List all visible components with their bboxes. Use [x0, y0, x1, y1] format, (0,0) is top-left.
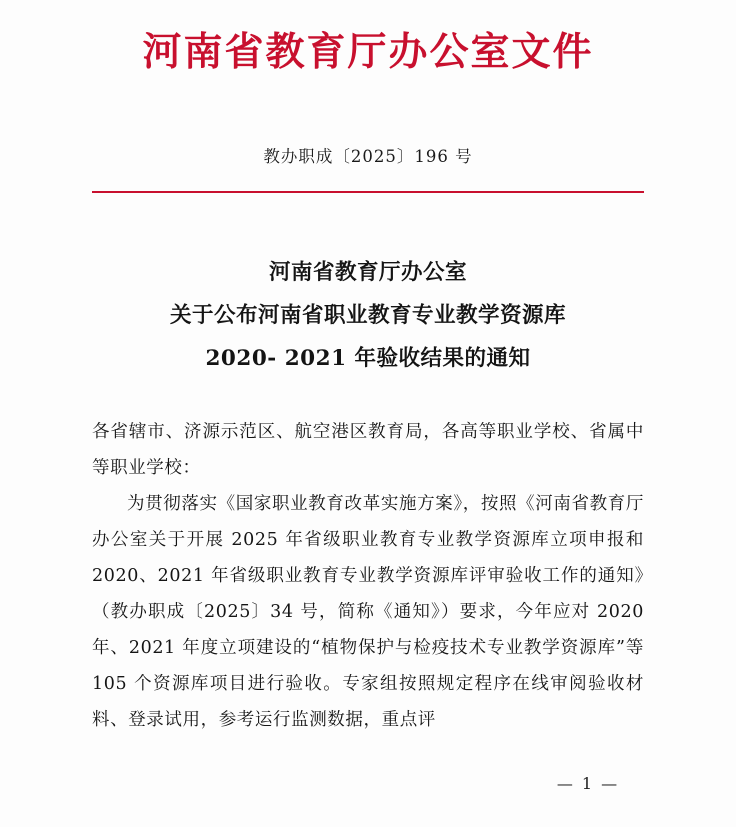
document-body: [92, 414, 644, 738]
document-title: [92, 251, 644, 380]
addressee-line: 各省辖市、济源示范区、航空港区教育局，各高等职业学校、省属中等职业学校：: [92, 421, 644, 478]
title-line-2: 关于公布河南省职业教育专业教学资源库: [169, 302, 566, 328]
page-number-label: — 1 —: [556, 774, 620, 793]
red-divider-rule: [92, 191, 644, 193]
title-line-3: 2020- 2021 年验收结果的通知: [205, 345, 531, 371]
masthead: [92, 0, 644, 77]
masthead-title: 河南省教育厅办公室文件: [142, 29, 594, 75]
body-paragraph-1: 为贯彻落实《国家职业教育改革实施方案》，按照《河南省教育厅办公室关于开展 2025 年省级职业教育专业教学资源库立项申报和 2020、2021 年省级职业教育专业教学资源库评审验收工作的通知》（教办职成〔2025〕34 号，简称《通知》）要求，今年应对 2020 年、2021 年度立项建设的“植物保护与检疫技术专业教学资源库”等 105 个资源库项目进行验收。专家组按照规定程序在线审阅验收材料、登录试用，参考运行监测数据，重点评: [92, 493, 644, 731]
title-line-1: 河南省教育厅办公室: [268, 259, 467, 285]
page-number: [0, 774, 736, 793]
document-number: 教办职成〔2025〕196 号: [263, 146, 473, 166]
